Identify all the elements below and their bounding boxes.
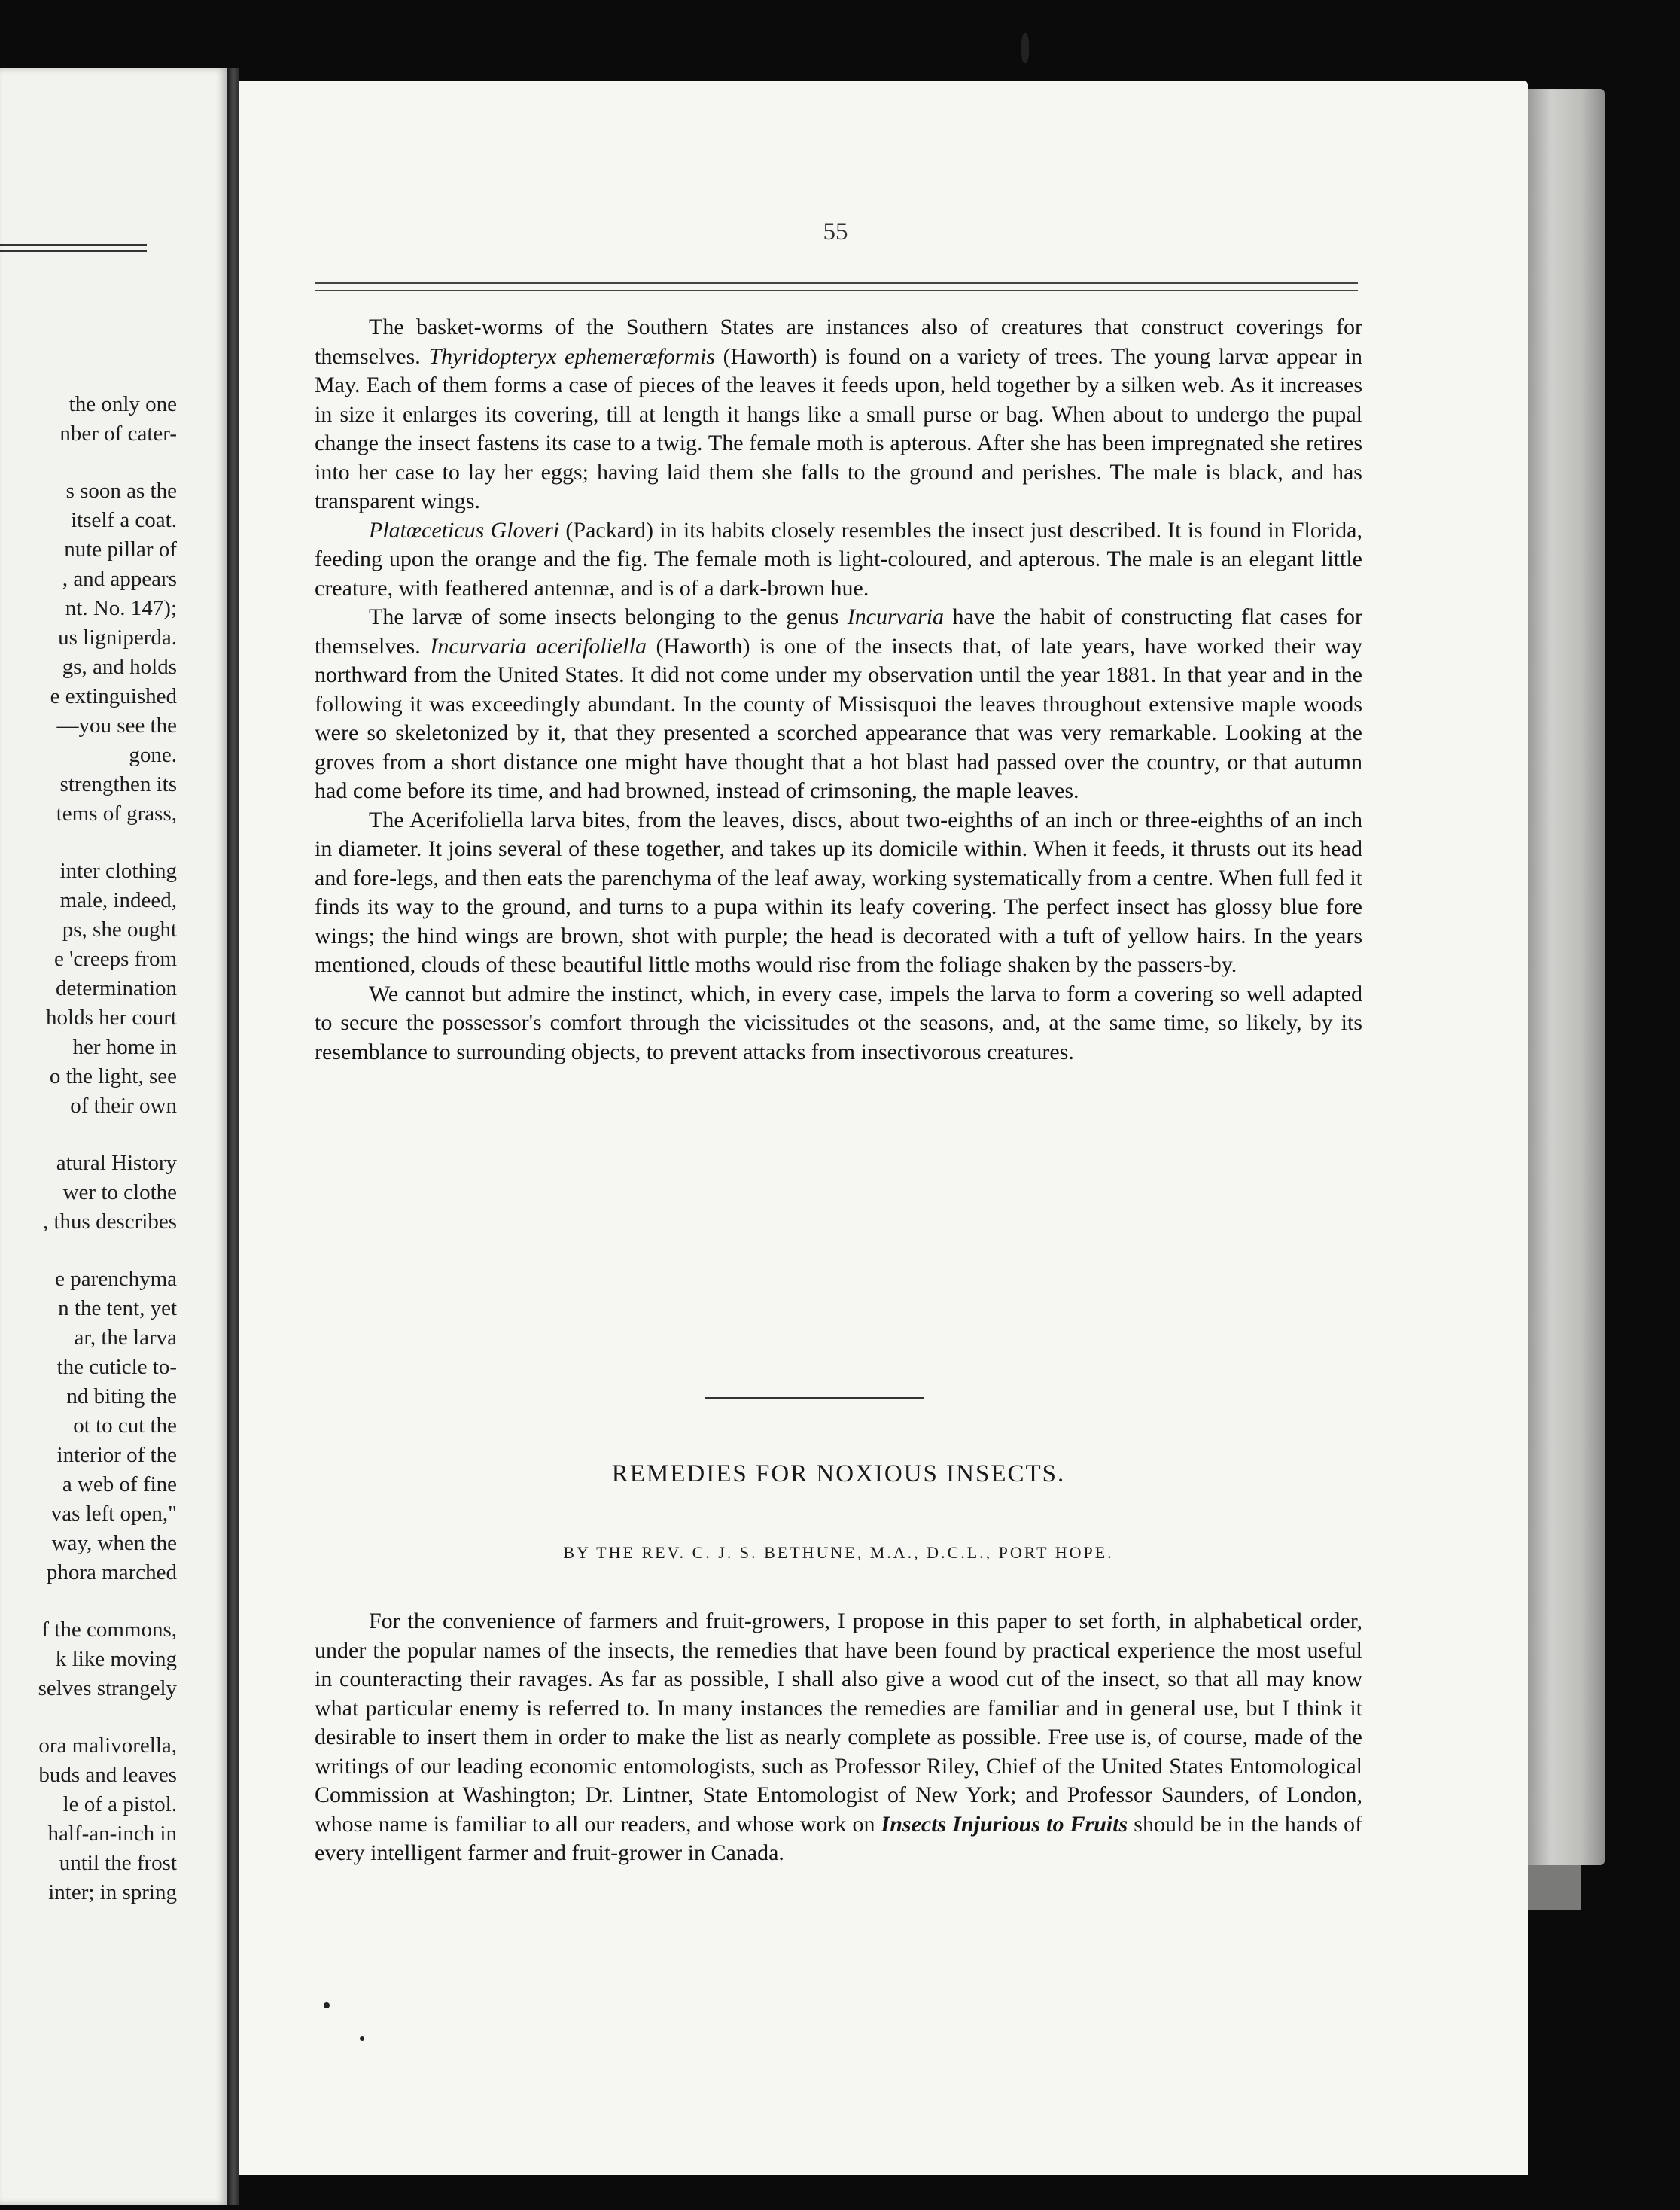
left-page-line: nt. No. 147); <box>65 596 177 620</box>
species-name: Platœceticus Gloveri <box>369 517 560 543</box>
left-page-line: ar, the larva <box>74 1326 177 1350</box>
left-header-rule <box>0 250 147 252</box>
header-rule <box>315 290 1358 291</box>
left-page-line: way, when the <box>51 1531 177 1555</box>
left-page-line: nute pillar of <box>64 537 177 562</box>
section-separator <box>705 1397 924 1399</box>
paragraph <box>315 516 1362 604</box>
left-page-line: us ligniperda. <box>58 626 177 650</box>
page-edge <box>1528 89 1605 1865</box>
left-page-line: a web of fine <box>62 1472 177 1496</box>
genus-name: Incurvaria <box>847 604 945 629</box>
left-page-line: buds and leaves <box>38 1763 177 1787</box>
left-page-text <box>0 390 177 1907</box>
page-number: 55 <box>823 218 848 245</box>
section-title: REMEDIES FOR NOXIOUS INSECTS. <box>611 1460 1066 1487</box>
article-body <box>315 313 1362 1067</box>
page-edge-shadow <box>1528 1865 1581 1910</box>
left-page-line <box>0 1587 177 1615</box>
left-page-line: e extinguished <box>50 684 177 708</box>
left-page-line: le of a pistol. <box>62 1792 177 1816</box>
left-page-line: gs, and holds <box>62 655 177 679</box>
left-page-line: until the frost <box>59 1851 177 1875</box>
left-page-line: ot to cut the <box>73 1414 177 1438</box>
byline: BY THE REV. C. J. S. BETHUNE, M.A., D.C.L., PORT HOPE. <box>563 1543 1114 1562</box>
left-page-line: ora malivorella, <box>38 1734 177 1758</box>
left-page-line: determination <box>55 976 177 1000</box>
left-page-line: of their own <box>70 1094 177 1118</box>
left-header-rule <box>0 244 147 246</box>
species-name: Incurvaria acerifoliella <box>430 633 647 659</box>
left-page-line: nd biting the <box>66 1384 177 1408</box>
left-page-line <box>0 1237 177 1265</box>
left-page-line: tems of grass, <box>56 802 177 826</box>
left-page-line: e 'creeps from <box>53 947 177 971</box>
left-page-line: her home in <box>72 1035 177 1059</box>
text-run: (Haworth) is found on a variety of trees. The young larvæ appear in May. Each of them forms a case of pieces of the leaves it feeds upon, held together by a silken web. As it increases in size it enlarges its covering, till at length it hangs like a small purse or bag. When about to undergo the pupal change the insect fastens its case to a twig. The female moth is apterous. After she has been impregnated she retires into her case to lay her eggs; having laid them she falls to the ground and perishes. The male is black, and has transparent wings. <box>315 343 1362 513</box>
left-page-line: vas left open," <box>50 1502 177 1526</box>
left-page-line: strengthen its <box>59 772 177 796</box>
left-page-line: s soon as the <box>65 479 177 503</box>
book-spine <box>227 68 239 2205</box>
left-page-line: the cuticle to- <box>56 1355 177 1379</box>
left-page-line: inter; in spring <box>48 1880 177 1904</box>
ink-speck <box>324 2002 330 2008</box>
left-page-line: nber of cater- <box>59 422 177 446</box>
text-run: For the convenience of farmers and fruit-growers, I propose in this paper to set forth, in alphabetical order, under the popular names of the insects, the remedies that have been found by practical experience the most useful in counteracting their ravages. As far as possible, I shall also give a wood cut of the insect, so that all may know what particular enemy is referred to. In many instances the remedies are familiar and in general use, but I think it desirable to insert them in order to make the list as nearly complete as possible. Free use is, of course, made of the writings of our leading economic entomologists, such as Professor Riley, Chief of the United States Entomological Commission at Washington; Dr. Lintner, State Entomologist of New York; and Professor Saunders, of London, whose name is familiar to all our readers, and whose work on <box>315 1609 1362 1837</box>
left-page-line <box>0 449 177 476</box>
left-page-line: e parenchyma <box>55 1267 177 1291</box>
left-page-line: —you see the <box>56 714 177 738</box>
text-run: have the habit of constructing flat cases for themselves. <box>315 604 1363 659</box>
left-page-line: o the light, see <box>49 1064 177 1088</box>
left-page-line: ps, she ought <box>62 918 177 942</box>
ink-speck <box>1021 33 1029 63</box>
text-run: The larvæ of some insects belonging to the genus <box>369 604 848 629</box>
left-page-line: atural History <box>56 1151 177 1175</box>
left-page-line: itself a coat. <box>71 508 177 532</box>
left-page-line: holds her court <box>46 1006 177 1030</box>
left-page-line: inter clothing <box>59 859 177 883</box>
left-page-line <box>0 1703 177 1731</box>
left-page-line: male, indeed, <box>59 888 177 912</box>
left-page-line: phora marched <box>46 1560 177 1584</box>
left-page-line: k like moving <box>55 1647 177 1671</box>
paragraph: The Acerifoliella larva bites, from the leaves, discs, about two-eighths of an inch or three-eighths of an inch in diameter. It joins several of these together, and takes up its domicile within. When it feeds, it thrusts out its head and fore-legs, and then eats the parenchyma of the leaf away, working systematically from a centre. When full fed it finds its way to the ground, and turns to a pupa within its leafy covering. The perfect insect has glossy blue fore wings; the hind wings are brown, shot with purple; the head is decorated with a tuft of yellow hairs. In the years mentioned, clouds of these beautiful little moths would rise from the foliage shaken by the passers-by. <box>315 807 1362 977</box>
left-page-line: interior of the <box>56 1443 177 1467</box>
left-page-line: , thus describes <box>43 1210 177 1234</box>
species-name: Thyridopteryx ephemeræformis <box>428 343 716 369</box>
paragraph <box>315 313 1362 516</box>
article-body <box>315 1607 1362 1868</box>
left-page-line: selves strangely <box>38 1676 177 1700</box>
paragraph <box>315 603 1362 806</box>
left-page-line: f the commons, <box>41 1618 177 1642</box>
left-page-line: half-an-inch in <box>47 1822 177 1846</box>
left-page-line: n the tent, yet <box>58 1296 177 1320</box>
paragraph: We cannot but admire the instinct, which, in every case, impels the larva to form a covering so well adapted to secure the possessor's comfort through the vicissitudes ot the seasons, and, at the same time, so likely, by its resemblance to surrounding objects, to prevent attacks from insectivorous creatures. <box>315 981 1362 1064</box>
text-run: (Haworth) is one of the insects that, of late years, have worked their way northward from the United States. It did not come under my observation until the year 1881. In that year and in the following it was exceedingly abundant. In the county of Missisquoi the leaves throughout extensive maple woods were so skeletonized by it, that they presented a scorched appearance that was very remarkable. Looking at the groves from a short distance one might have thought that a hot blast had passed over the country, or that autumn had come before its time, and had browned, instead of crimsoning, the maple leaves. <box>315 633 1363 803</box>
text-run: (Packard) in its habits closely resembles the insect just described. It is found in Florida, feeding upon the orange and the fig. The female moth is light-coloured, and apterous. The male is an elegant little creature, with feathered antennæ, and is of a dark-brown hue. <box>315 517 1362 601</box>
text-run: should be in the hands of every intelligent farmer and fruit-grower in Canada. <box>315 1811 1362 1865</box>
left-page-line <box>0 1121 177 1149</box>
left-page-line: the only one <box>68 392 177 416</box>
left-page-line <box>0 829 177 857</box>
facing-left-page <box>0 68 227 2205</box>
text-run: The basket-worms of the Southern States are instances also of creatures that construct coverings for themselves. <box>315 315 1362 369</box>
left-page-line: wer to clothe <box>62 1180 177 1204</box>
ink-speck <box>360 2036 364 2041</box>
header-rule <box>315 282 1358 284</box>
left-page-line: gone. <box>129 743 177 767</box>
book-title: Insects Injurious to Fruits <box>881 1811 1128 1837</box>
paragraph <box>315 1607 1362 1868</box>
left-page-line: , and appears <box>62 567 177 591</box>
